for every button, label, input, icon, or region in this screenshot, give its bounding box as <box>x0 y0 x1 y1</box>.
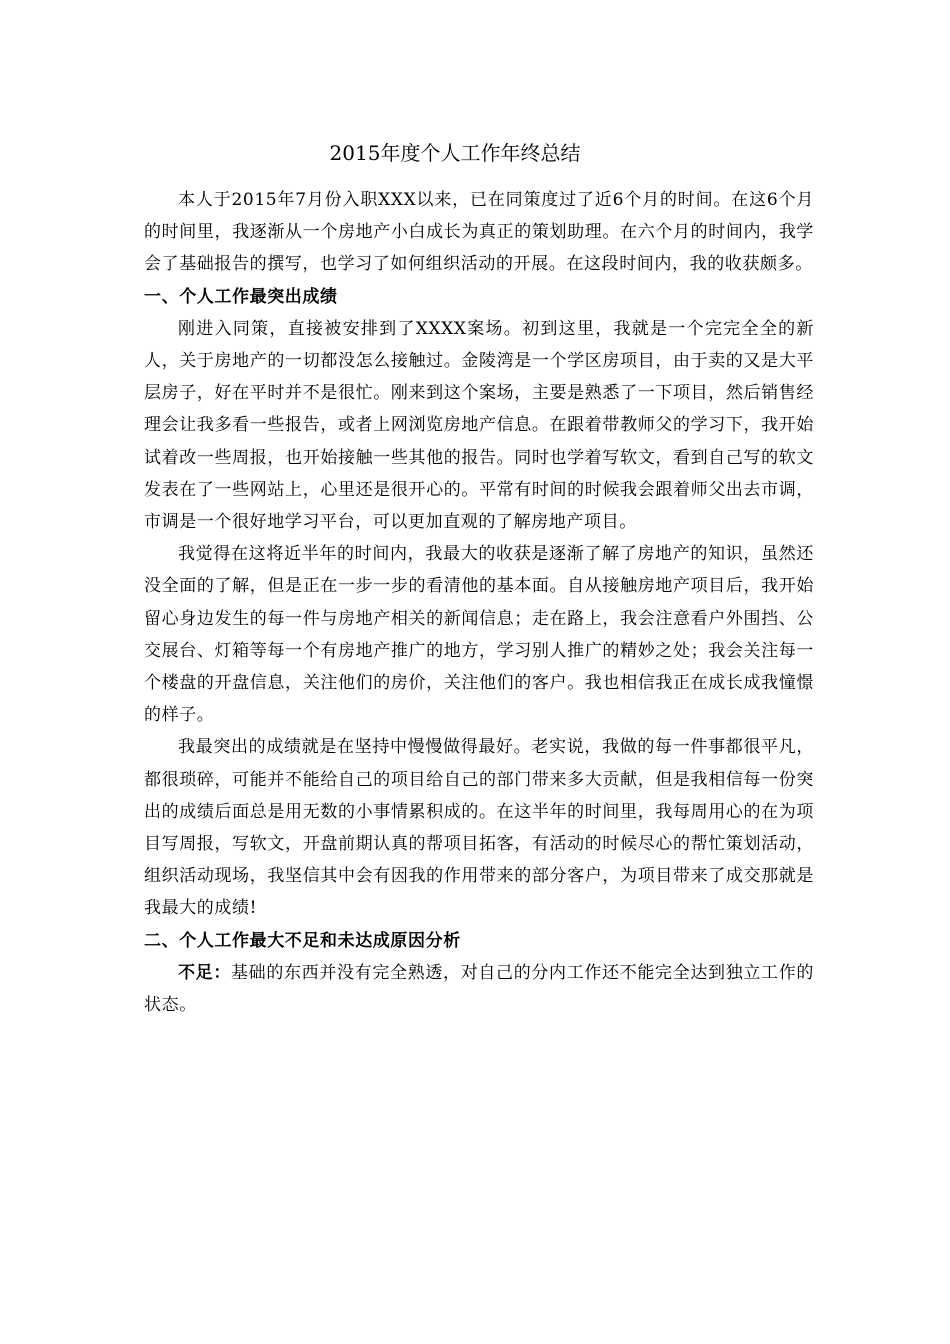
shortcoming-label: 不足： <box>178 962 232 983</box>
document-body <box>144 184 814 1021</box>
section-heading-achievements: 一、个人工作最突出成绩 <box>144 286 338 307</box>
shortcoming-paragraph <box>144 957 814 1021</box>
shortcoming-text: 基础的东西并没有完全熟透，对自己的分内工作还不能完全达到独立工作的状态。 <box>144 962 814 1016</box>
section-heading-shortcomings: 二、个人工作最大不足和未达成原因分析 <box>144 930 461 951</box>
achievement-paragraph-3: 我最突出的成绩就是在坚持中慢慢做得最好。老实说，我做的每一件事都很平凡，都很琐碎，可能并不能给自己的项目给自己的部门带来多大贡献，但是我相信每一份突出的成绩后面总是用无数的小事情累积成的。在这半年的时间里，我每周用心的在为项目写周报，写软文，开盘前期认真的帮项目拓客，有活动的时候尽心的帮忙策划活动，组织活动现场，我坚信其中会有因我的作用带来的部分客户，为项目带来了成交那就是我最大的成绩! <box>144 737 814 919</box>
achievement-paragraph-2: 我觉得在这将近半年的时间内，我最大的收获是逐渐了解了房地产的知识，虽然还没全面的了解，但是正在一步一步的看清他的基本面。自从接触房地产项目后，我开始留心身边发生的每一件与房地产相关的新闻信息；走在路上，我会注意看户外围挡、公交展台、灯箱等每一个有房地产推广的地方，学习别人推广的精妙之处；我会关注每一个楼盘的开盘信息，关注他们的房价，关注他们的客户。我也相信我正在成长成我憧憬的样子。 <box>144 544 814 726</box>
achievement-paragraph-1: 刚进入同策，直接被安排到了XXXX案场。初到这里，我就是一个完完全全的新人，关于房地产的一切都没怎么接触过。金陵湾是一个学区房项目，由于卖的又是大平层房子，好在平时并不是很忙。刚来到这个案场，主要是熟悉了一下项目，然后销售经理会让我多看一些报告，或者上网浏览房地产信息。在跟着带教师父的学习下，我开始试着改一些周报，也开始接触一些其他的报告。同时也学着写软文，看到自己写的软文发表在了一些网站上，心里还是很开心的。平常有时间的时候我会跟着师父出去市调，市调是一个很好地学习平台，可以更加直观的了解房地产项目。 <box>144 318 814 533</box>
document-title: 2015年度个人工作年终总结 <box>329 141 581 165</box>
intro-paragraph: 本人于2015年7月份入职XXX以来，已在同策度过了近6个月的时间。在这6个月的时间里，我逐渐从一个房地产小白成长为真正的策划助理。在六个月的时间内，我学会了基础报告的撰写，也学习了如何组织活动的开展。在这段时间内，我的收获颇多。 <box>144 190 814 275</box>
